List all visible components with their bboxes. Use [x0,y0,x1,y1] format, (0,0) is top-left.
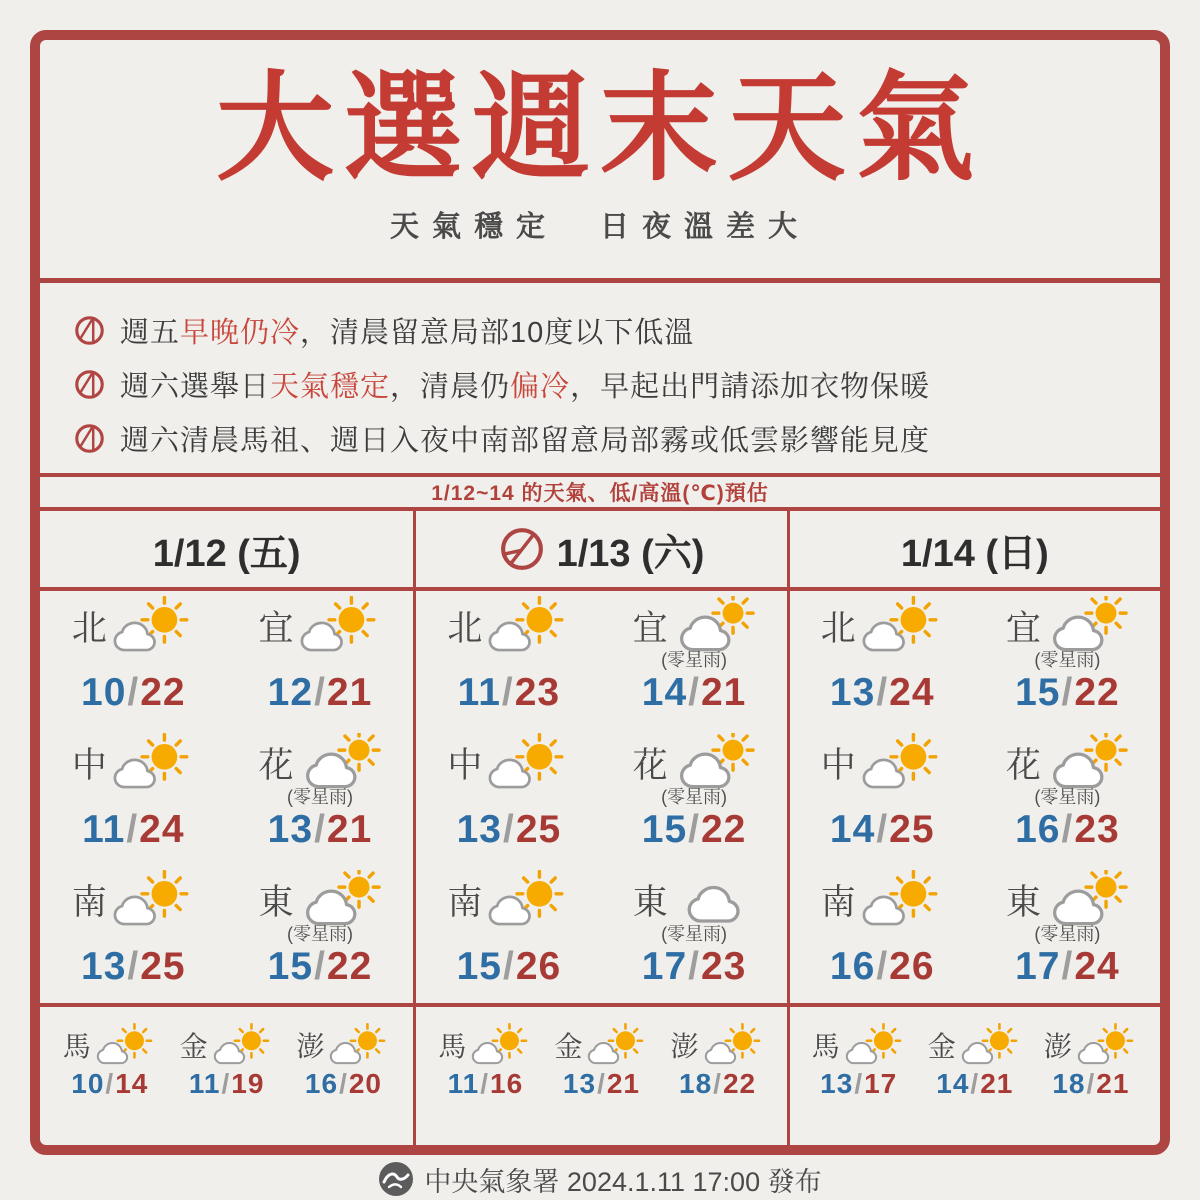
temperature-range [830,810,935,851]
low-temp: 12 [267,671,314,714]
mostly-sunny-icon [95,1023,157,1067]
region-label: 花 [1005,745,1041,785]
region-label: 中 [820,745,856,785]
temperature-range [642,673,747,714]
forecast-cell-top [633,733,756,792]
temperature-range [82,810,184,851]
region-label: 東 [258,882,294,922]
temp-separator: / [970,1068,980,1099]
drizzle-note [506,786,511,810]
mostly-sunny-icon [586,1023,648,1067]
day-header [40,511,413,591]
drizzle-note: (零星雨) [1034,650,1101,670]
high-temp: 22 [722,1068,757,1099]
temperature-range [457,810,562,851]
high-temp: 25 [889,808,935,851]
temp-separator: / [1086,1068,1096,1099]
weather-note-text [120,310,694,351]
highlighted-text: 天氣穩定 [270,371,391,403]
temperature-range [305,1069,382,1098]
mostly-sunny-icon [860,596,944,655]
low-temp: 17 [641,945,688,988]
weather-note [74,310,1126,351]
forecast-cell-top [671,1023,765,1067]
high-temp: 21 [326,808,373,851]
temperature-range [81,947,186,988]
island-forecast-cell [438,1023,532,1098]
region-forecast-cell [72,733,195,870]
temp-separator: / [854,1068,864,1099]
forecast-cell-top [1044,1023,1138,1067]
low-temp: 13 [820,1068,854,1099]
forecast-cell-top [812,1023,906,1067]
temp-separator: / [502,945,515,988]
region-label: 花 [632,745,668,785]
drizzle-note [131,923,136,947]
region-label: 澎 [296,1031,325,1062]
low-temp: 14 [829,808,876,851]
region-forecast-cell [447,733,570,870]
island-forecast-cell [554,1023,648,1098]
weather-note [74,364,1126,405]
region-forecast-cell [633,870,756,1007]
drizzle-note: (零星雨) [661,924,728,944]
weather-note-text [120,418,930,459]
drizzle-note [131,786,136,810]
temperature-range [830,947,935,988]
island-forecast-cell [296,1023,390,1098]
region-forecast-cell [821,870,944,1007]
high-temp: 21 [1096,1068,1130,1099]
forecast-cell-top [258,596,381,655]
high-temp: 20 [348,1068,383,1099]
high-temp: 22 [700,808,747,851]
mostly-sunny-icon [486,870,570,929]
forecast-cell-top [180,1023,274,1067]
weather-card [30,30,1170,1155]
regions-grid [40,591,413,1007]
forecast-cell-top [1006,870,1129,929]
forecast-grid [40,511,1160,1153]
forecast-cell-top [258,870,381,929]
low-temp: 13 [456,808,502,851]
note-segment: ，清晨仍 [390,371,511,403]
region-label: 北 [71,608,107,648]
high-temp: 16 [490,1068,524,1099]
forecast-cell-top [821,596,944,655]
low-temp: 10 [71,1068,105,1099]
temperature-range [189,1069,265,1098]
region-forecast-cell [1006,870,1129,1007]
temp-separator: / [502,808,515,851]
forecast-cell-top [554,1023,648,1067]
drizzle-note: (零星雨) [286,924,353,944]
region-label: 澎 [1043,1031,1072,1062]
forecast-cell-top [1006,596,1129,655]
region-label: 宜 [258,608,294,648]
forecast-cell-top [296,1023,390,1067]
region-label: 南 [447,882,483,922]
forecast-cell-top [72,870,195,929]
low-temp: 11 [457,671,501,714]
temp-separator: / [314,945,326,988]
temp-separator: / [501,671,514,714]
note-segment: ，早起出門請添加衣物保暖 [570,371,931,403]
mostly-sunny-icon [212,1023,274,1067]
region-label: 金 [927,1031,956,1062]
low-temp: 16 [1015,808,1061,851]
forecast-cell-top [1006,733,1129,792]
day-date-label: 1/14 (日) [900,532,1049,575]
region-forecast-cell [258,596,381,733]
temp-separator: / [688,808,700,851]
region-label: 花 [258,745,294,785]
high-temp: 22 [1074,671,1120,714]
temp-separator: / [1061,808,1074,851]
region-forecast-cell [447,596,570,733]
high-temp: 17 [864,1068,898,1099]
low-temp: 15 [641,808,688,851]
region-forecast-cell [72,870,195,1007]
region-label: 北 [447,608,483,648]
temperature-range [830,673,935,714]
drizzle-note: (零星雨) [1034,787,1101,807]
temperature-range [1052,1069,1129,1098]
note-segment: 週六選舉日 [120,371,271,403]
temperature-range [268,673,373,714]
cloudy-icon [672,870,756,929]
temp-separator: / [126,808,139,851]
high-temp: 14 [115,1068,149,1099]
region-label: 南 [820,882,856,922]
drizzle-note: (零星雨) [661,787,728,807]
drizzle-note [506,923,511,947]
temperature-range [81,673,186,714]
vote-stamp-icon [74,423,105,454]
forecast-cell-top [633,596,756,655]
drizzle-note: (零星雨) [1034,924,1101,944]
region-label: 宜 [632,608,668,648]
temp-separator: / [221,1068,231,1099]
temperature-range [1015,810,1120,851]
summary-notes [40,283,1160,473]
island-forecast-cell [63,1023,157,1098]
high-temp: 23 [1074,808,1120,851]
low-temp: 15 [456,945,502,988]
low-temp: 16 [304,1068,339,1099]
temp-separator: / [127,671,140,714]
footer-text: 中央氣象署 2024.1.11 17:00 發布 [424,1166,822,1197]
low-temp: 11 [82,808,126,851]
low-temp: 14 [936,1068,970,1099]
forecast-cell-top [258,733,381,792]
temp-separator: / [314,671,326,714]
day-header [790,511,1160,591]
islands-row [40,1007,413,1153]
temp-separator: / [597,1068,606,1099]
region-label: 宜 [1005,608,1041,648]
low-temp: 10 [81,671,127,714]
region-label: 馬 [438,1031,467,1062]
day-column [413,511,786,1153]
cwa-logo-icon [378,1161,414,1197]
day-column [787,511,1160,1153]
high-temp: 23 [514,671,561,714]
high-temp: 21 [326,671,373,714]
partly-sunny-cloud-icon [672,733,756,792]
highlighted-text: 早晚仍冷 [180,317,301,349]
region-label: 東 [632,882,668,922]
low-temp: 13 [267,808,314,851]
islands-row [790,1007,1160,1153]
high-temp: 21 [700,671,747,714]
temperature-range [679,1069,756,1098]
mostly-sunny-icon [860,870,944,929]
temperature-range [1015,673,1120,714]
note-segment: 週五 [120,317,181,349]
day-date-label: 1/12 (五) [152,532,301,575]
drizzle-note [506,649,511,673]
low-temp: 15 [267,945,314,988]
partly-sunny-cloud-icon [298,733,382,792]
temp-separator: / [1061,945,1074,988]
temperature-range [563,1069,640,1098]
day-header [416,511,786,591]
mostly-sunny-icon [111,596,195,655]
region-forecast-cell [258,870,381,1007]
island-forecast-cell [928,1023,1022,1098]
temperature-range [268,947,373,988]
drizzle-note: (零星雨) [661,650,728,670]
regions-grid [790,591,1160,1007]
temp-separator: / [105,1068,115,1099]
low-temp: 14 [641,671,688,714]
temperature-range [457,947,562,988]
day-date-label: 1/13 (六) [556,532,705,575]
page-subtitle: 天氣穩定 日夜溫差大 [389,210,810,243]
low-temp: 13 [81,945,127,988]
title-block [40,40,1160,283]
low-temp: 15 [1015,671,1061,714]
mostly-sunny-icon [860,733,944,792]
temp-separator: / [688,945,700,988]
high-temp: 21 [606,1068,641,1099]
temp-separator: / [876,945,889,988]
high-temp: 25 [515,808,562,851]
high-temp: 21 [980,1068,1014,1099]
table-caption: 1/12~14 的天氣、低/高溫(℃)預估 [40,473,1160,511]
drizzle-note [880,786,885,810]
island-forecast-cell [671,1023,765,1098]
low-temp: 13 [829,671,876,714]
forecast-cell-top [447,733,570,792]
region-forecast-cell [72,596,195,733]
region-forecast-cell [633,596,756,733]
mostly-sunny-icon [111,870,195,929]
region-label: 馬 [62,1031,91,1062]
mostly-sunny-icon [1076,1023,1138,1067]
vote-stamp-icon [74,315,105,346]
drizzle-note [131,649,136,673]
temperature-range [642,947,747,988]
mostly-sunny-icon [486,733,570,792]
temperature-range [1015,947,1120,988]
forecast-cell-top [63,1023,157,1067]
mostly-sunny-icon [470,1023,532,1067]
partly-sunny-cloud-icon [298,870,382,929]
high-temp: 23 [700,945,747,988]
page-title: 大選週末天氣 [215,58,984,197]
vote-stamp-icon [74,369,105,400]
high-temp: 26 [515,945,562,988]
weather-note-text [120,364,930,405]
region-forecast-cell [258,733,381,870]
temperature-range [71,1069,148,1098]
forecast-cell-top [928,1023,1022,1067]
temperature-range [642,810,747,851]
forecast-cell-top [72,733,195,792]
regions-grid [416,591,786,1007]
temp-separator: / [314,808,326,851]
note-segment: ，清晨留意局部10度以下低溫 [300,317,695,349]
high-temp: 22 [326,945,373,988]
mostly-sunny-icon [703,1023,765,1067]
footer [0,1158,1200,1200]
forecast-cell-top [72,596,195,655]
forecast-cell-top [821,870,944,929]
mostly-sunny-icon [111,733,195,792]
high-temp: 24 [1074,945,1120,988]
region-forecast-cell [1006,596,1129,733]
temperature-range [936,1069,1013,1098]
region-label: 金 [554,1031,583,1062]
temp-separator: / [339,1068,348,1099]
temp-separator: / [713,1068,722,1099]
region-label: 金 [179,1031,208,1062]
low-temp: 18 [1052,1068,1086,1099]
drizzle-note [317,649,322,673]
island-forecast-cell [812,1023,906,1098]
high-temp: 26 [889,945,935,988]
low-temp: 11 [188,1068,221,1099]
low-temp: 16 [829,945,876,988]
forecast-cell-top [633,870,756,929]
island-forecast-cell [1044,1023,1138,1098]
region-label: 澎 [670,1031,699,1062]
low-temp: 17 [1015,945,1061,988]
note-segment: 週六清晨馬祖、週日入夜中南部留意局部霧或低雲影響能見度 [120,425,931,457]
vote-stamp-icon [499,526,545,572]
high-temp: 24 [139,808,185,851]
highlighted-text: 偏冷 [510,371,571,403]
mostly-sunny-icon [844,1023,906,1067]
mostly-sunny-icon [960,1023,1022,1067]
mostly-sunny-icon [298,596,382,655]
forecast-cell-top [821,733,944,792]
region-forecast-cell [1006,733,1129,870]
forecast-cell-top [447,596,570,655]
high-temp: 24 [889,671,935,714]
temp-separator: / [876,671,889,714]
high-temp: 25 [140,945,186,988]
drizzle-note: (零星雨) [286,787,353,807]
forecast-cell-top [438,1023,532,1067]
region-label: 北 [820,608,856,648]
temperature-range [268,810,373,851]
temperature-range [448,1069,524,1098]
island-forecast-cell [180,1023,274,1098]
region-forecast-cell [821,596,944,733]
high-temp: 19 [231,1068,265,1099]
temp-separator: / [127,945,140,988]
low-temp: 18 [679,1068,713,1099]
region-label: 南 [71,882,107,922]
day-column [40,511,413,1153]
islands-row [416,1007,786,1153]
temp-separator: / [876,808,889,851]
region-label: 中 [447,745,483,785]
mostly-sunny-icon [486,596,570,655]
region-forecast-cell [821,733,944,870]
low-temp: 11 [447,1068,480,1099]
partly-sunny-cloud-icon [1045,870,1129,929]
region-forecast-cell [447,870,570,1007]
partly-sunny-cloud-icon [672,596,756,655]
region-label: 馬 [811,1031,840,1062]
temp-separator: / [1061,671,1074,714]
region-label: 中 [71,745,107,785]
temperature-range [458,673,560,714]
low-temp: 13 [562,1068,597,1099]
mostly-sunny-icon [328,1023,390,1067]
partly-sunny-cloud-icon [1045,733,1129,792]
drizzle-note [880,649,885,673]
temp-separator: / [688,671,700,714]
region-label: 東 [1005,882,1041,922]
forecast-cell-top [447,870,570,929]
region-forecast-cell [633,733,756,870]
high-temp: 22 [140,671,186,714]
partly-sunny-cloud-icon [1045,596,1129,655]
temp-separator: / [480,1068,490,1099]
drizzle-note [880,923,885,947]
temperature-range [820,1069,897,1098]
weather-note [74,418,1126,459]
